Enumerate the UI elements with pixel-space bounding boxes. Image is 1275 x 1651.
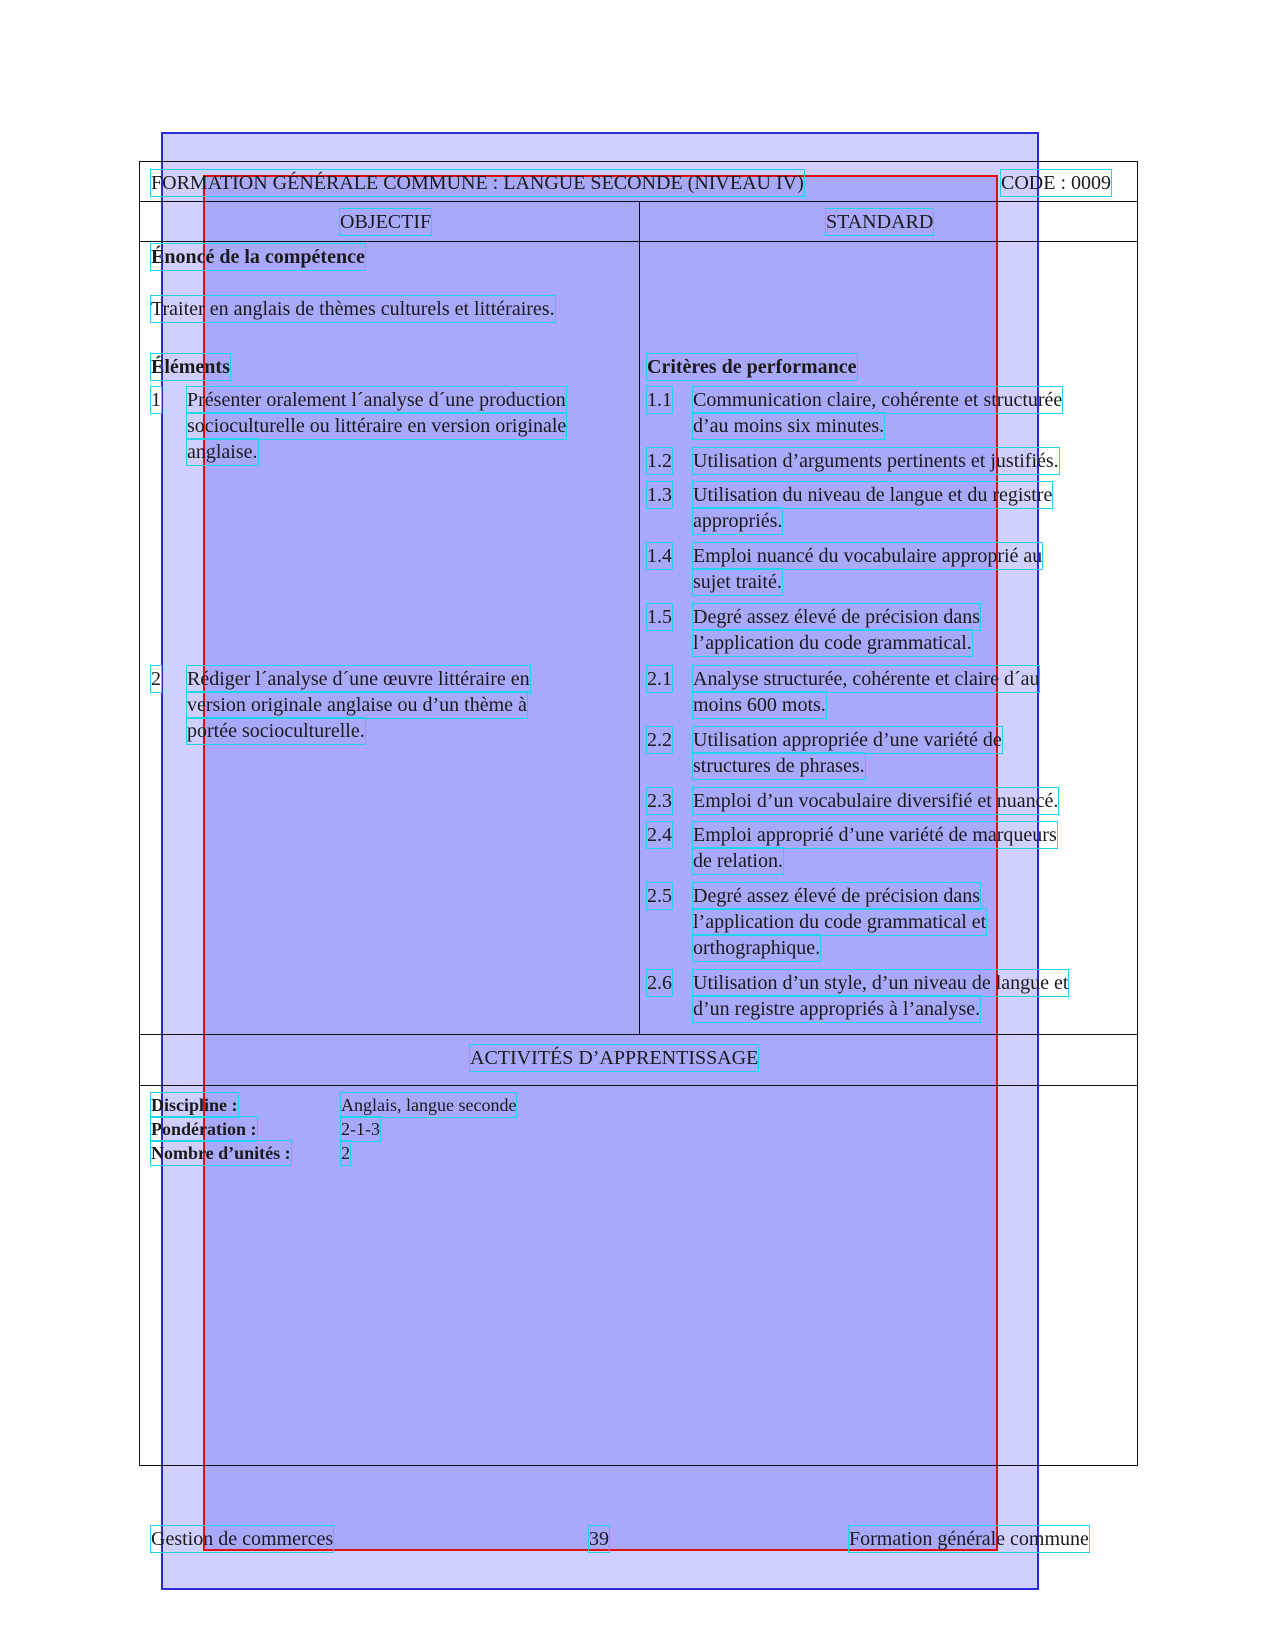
criterion-line: d’un registre appropriés à l’analyse. — [693, 998, 981, 1020]
criterion-line: Analyse structurée, cohérente et claire d´au — [693, 668, 1040, 690]
discipline-value: Anglais, langue seconde — [341, 1095, 517, 1115]
criterion-line: Utilisation du niveau de langue et du registre — [693, 484, 1053, 506]
criterion-number: 1.1 — [647, 389, 672, 411]
criterion-number: 1.3 — [647, 484, 672, 506]
element-line: portée socioculturelle. — [187, 720, 365, 742]
criterion-number: 2.2 — [647, 729, 672, 751]
criterion-line: Degré assez élevé de précision dans — [693, 885, 981, 907]
footer-right: Formation générale commune — [849, 1528, 1089, 1550]
criterion-line: l’application du code grammatical. — [693, 632, 972, 654]
ponderation-value: 2-1-3 — [341, 1119, 380, 1139]
criterion-number: 2.1 — [647, 668, 672, 690]
criterion-line: moins 600 mots. — [693, 694, 826, 716]
course-code: CODE : 0009 — [1001, 172, 1111, 194]
criterion-line: Utilisation d’un style, d’un niveau de langue et — [693, 972, 1069, 994]
element-number: 2 — [151, 668, 161, 690]
criterion-number: 1.4 — [647, 545, 672, 567]
competence-text: Traiter en anglais de thèmes culturels et littéraires. — [151, 298, 555, 320]
criterion-line: d’au moins six minutes. — [693, 415, 885, 437]
element-line: Présenter oralement l´analyse d´une production — [187, 389, 566, 411]
discipline-label: Discipline : — [151, 1095, 238, 1115]
criterion-line: de relation. — [693, 850, 783, 872]
criterion-line: Emploi approprié d’une variété de marqueurs — [693, 824, 1057, 846]
page-number: 39 — [589, 1528, 609, 1550]
footer-left: Gestion de commerces — [151, 1528, 334, 1550]
element-line: anglaise. — [187, 441, 258, 463]
column-divider — [639, 201, 640, 1034]
criterion-line: Utilisation appropriée d’une variété de — [693, 729, 1002, 751]
element-line: socioculturelle ou littéraire en version originale — [187, 415, 567, 437]
ponderation-label: Pondération : — [151, 1119, 257, 1139]
criterion-number: 2.5 — [647, 885, 672, 907]
activities-heading: ACTIVITÉS D’APPRENTISSAGE — [470, 1047, 759, 1069]
criterion-line: Degré assez élevé de précision dans — [693, 606, 981, 628]
element-number: 1 — [151, 389, 161, 411]
criterion-line: sujet traité. — [693, 571, 782, 593]
criterion-number: 2.3 — [647, 790, 672, 812]
page-header-title: FORMATION GÉNÉRALE COMMUNE : LANGUE SECONDE (NIVEAU IV) — [151, 172, 804, 194]
column-heading-standard: STANDARD — [826, 211, 934, 233]
criterion-line: l’application du code grammatical et — [693, 911, 987, 933]
divider — [139, 1034, 1138, 1035]
criterion-line: structures de phrases. — [693, 755, 865, 777]
criterion-line: Emploi nuancé du vocabulaire approprié au — [693, 545, 1043, 567]
criterion-line: Communication claire, cohérente et structurée — [693, 389, 1063, 411]
element-line: Rédiger l´analyse d´une œuvre littéraire en — [187, 668, 530, 690]
criterion-line: orthographique. — [693, 937, 821, 959]
competence-heading: Énoncé de la compétence — [151, 246, 365, 268]
criterion-line: appropriés. — [693, 510, 783, 532]
elements-heading: Éléments — [151, 356, 230, 378]
criteria-heading: Critères de performance — [647, 356, 857, 378]
criterion-line: Emploi d’un vocabulaire diversifié et nuancé. — [693, 790, 1059, 812]
criterion-number: 1.5 — [647, 606, 672, 628]
criterion-number: 2.6 — [647, 972, 672, 994]
criterion-number: 2.4 — [647, 824, 672, 846]
units-value: 2 — [341, 1143, 350, 1163]
column-heading-objectif: OBJECTIF — [340, 211, 432, 233]
units-label: Nombre d’unités : — [151, 1143, 291, 1163]
criterion-number: 1.2 — [647, 450, 672, 472]
criterion-line: Utilisation d’arguments pertinents et justifiés. — [693, 450, 1059, 472]
element-line: version originale anglaise ou d’un thème à — [187, 694, 527, 716]
divider — [139, 1085, 1138, 1086]
